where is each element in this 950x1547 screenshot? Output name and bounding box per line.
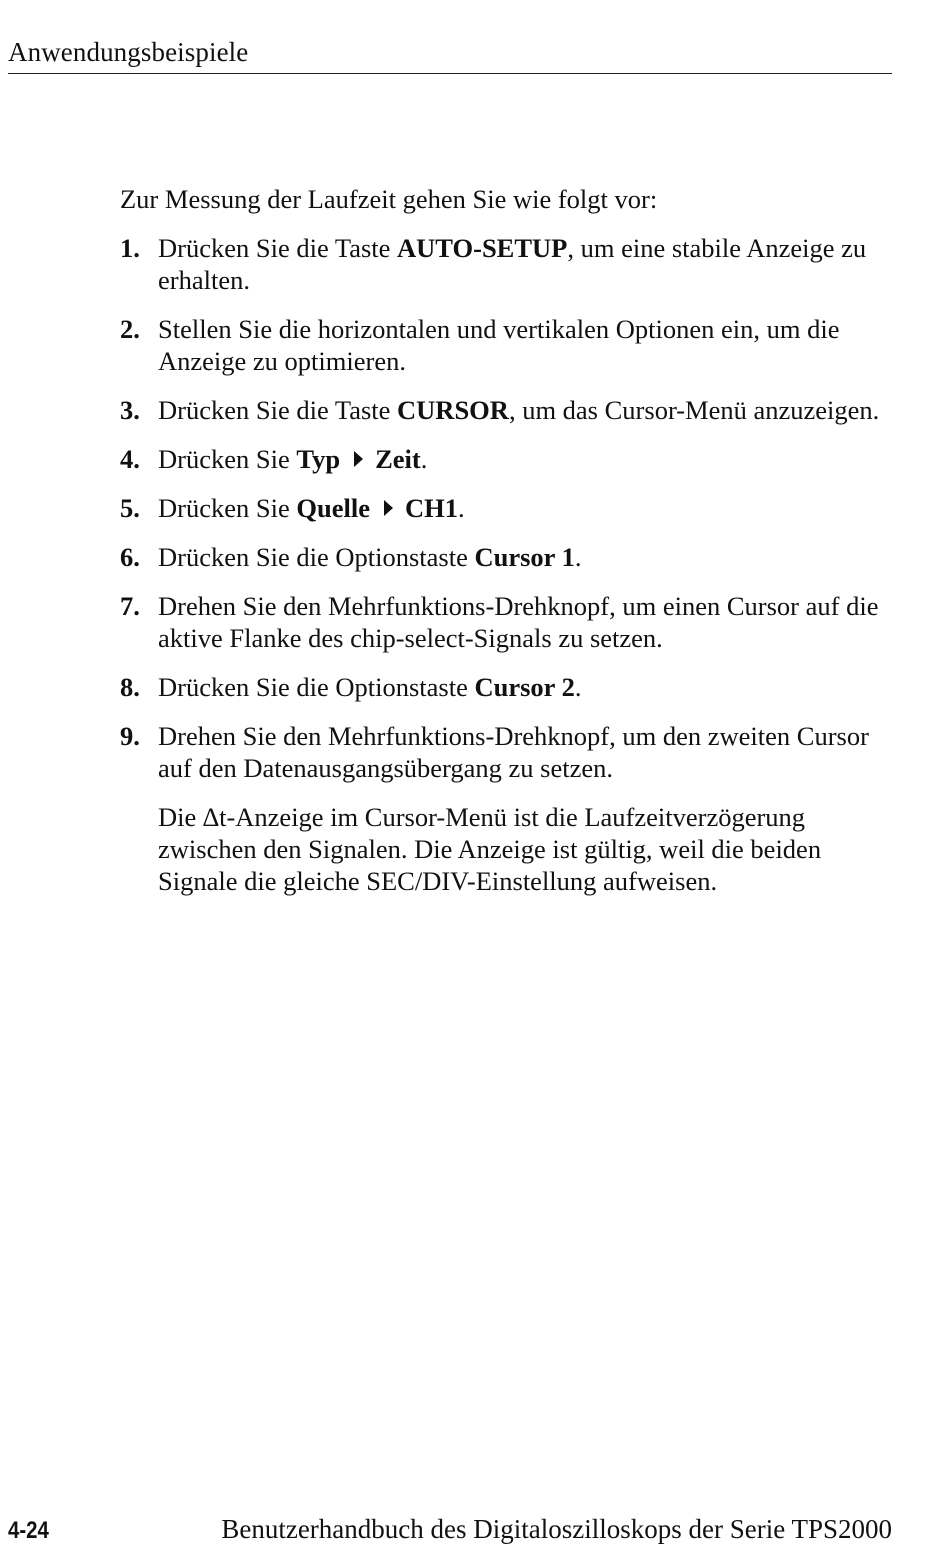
step-text-part: .: [457, 493, 465, 523]
step-text: [158, 671, 890, 703]
step-number: 7.: [120, 591, 140, 621]
step-text: [158, 394, 890, 426]
menu-label: Quelle: [296, 493, 370, 523]
step-number: 2.: [120, 314, 140, 344]
step-8: [120, 671, 890, 703]
manual-title: Benutzerhandbuch des Digitaloszilloskops der Serie TPS2000: [221, 1514, 892, 1544]
step-text-part: Drücken Sie die Optionstaste: [158, 542, 475, 572]
menu-arrow-icon: [384, 500, 393, 516]
step-text-part: , um das Cursor-Menü anzuzeigen.: [508, 395, 880, 425]
step-text-part: .: [574, 672, 582, 702]
step-text: Drehen Sie den Mehrfunktions-Drehknopf, um einen Cursor auf die aktive Flanke des chip-select-Signals zu setzen.: [158, 591, 879, 653]
option-label: CH1: [404, 493, 458, 523]
step-text: [158, 443, 890, 475]
step-number: 1.: [120, 233, 140, 263]
step-2: [120, 313, 890, 377]
step-text-part: Drücken Sie: [158, 493, 297, 523]
step-text-part: Drücken Sie: [158, 444, 297, 474]
option-label: Cursor 2: [474, 672, 575, 702]
option-label: Zeit: [375, 444, 421, 474]
step-text: Drehen Sie den Mehrfunktions-Drehknopf, um den zweiten Cursor auf den Datenausgangsübergang zu setzen.: [158, 721, 869, 783]
step-number: 9.: [120, 721, 140, 751]
step-text: [158, 232, 890, 296]
step-9: [120, 720, 890, 784]
step-4: [120, 443, 890, 475]
page-number: 4-24: [8, 1517, 49, 1544]
step-text: Stellen Sie die horizontalen und vertikalen Optionen ein, um die Anzeige zu optimieren.: [158, 314, 840, 376]
menu-label: Typ: [296, 444, 341, 474]
step-text: [158, 541, 890, 573]
step-1: [120, 232, 890, 296]
step-text-part: Drücken Sie die Taste: [158, 395, 398, 425]
step-number: 6.: [120, 542, 140, 572]
main-content: [120, 183, 890, 897]
step-text-part: .: [574, 542, 582, 572]
step-text-part: .: [420, 444, 428, 474]
key-label: CURSOR: [397, 395, 509, 425]
section-title: Anwendungsbeispiele: [8, 37, 249, 67]
step-number: 8.: [120, 672, 140, 702]
key-label: AUTO-SETUP: [397, 233, 568, 263]
step-text-part: , um eine stabile Anzeige zu erhalten.: [158, 233, 867, 295]
step-number: 5.: [120, 493, 140, 523]
step-6: [120, 541, 890, 573]
step-text-part: Drücken Sie die Optionstaste: [158, 672, 475, 702]
step-5: [120, 492, 890, 524]
option-label: Cursor 1: [474, 542, 575, 572]
page-header: [8, 36, 892, 74]
step-list: [120, 232, 890, 784]
step-number: 3.: [120, 395, 140, 425]
step-3: [120, 394, 890, 426]
step-7: [120, 590, 890, 654]
step-text-part: Drücken Sie die Taste: [158, 233, 398, 263]
result-note: Die ∆t-Anzeige im Cursor-Menü ist die Laufzeitverzögerung zwischen den Signalen. Die Anzeige ist gültig, weil die beiden Signale die gleiche SEC/DIV-Einstellung aufweisen.: [158, 802, 822, 896]
intro-text: Zur Messung der Laufzeit gehen Sie wie folgt vor:: [120, 184, 658, 214]
step-number: 4.: [120, 444, 140, 474]
menu-arrow-icon: [354, 451, 363, 467]
step-text: [158, 492, 890, 524]
